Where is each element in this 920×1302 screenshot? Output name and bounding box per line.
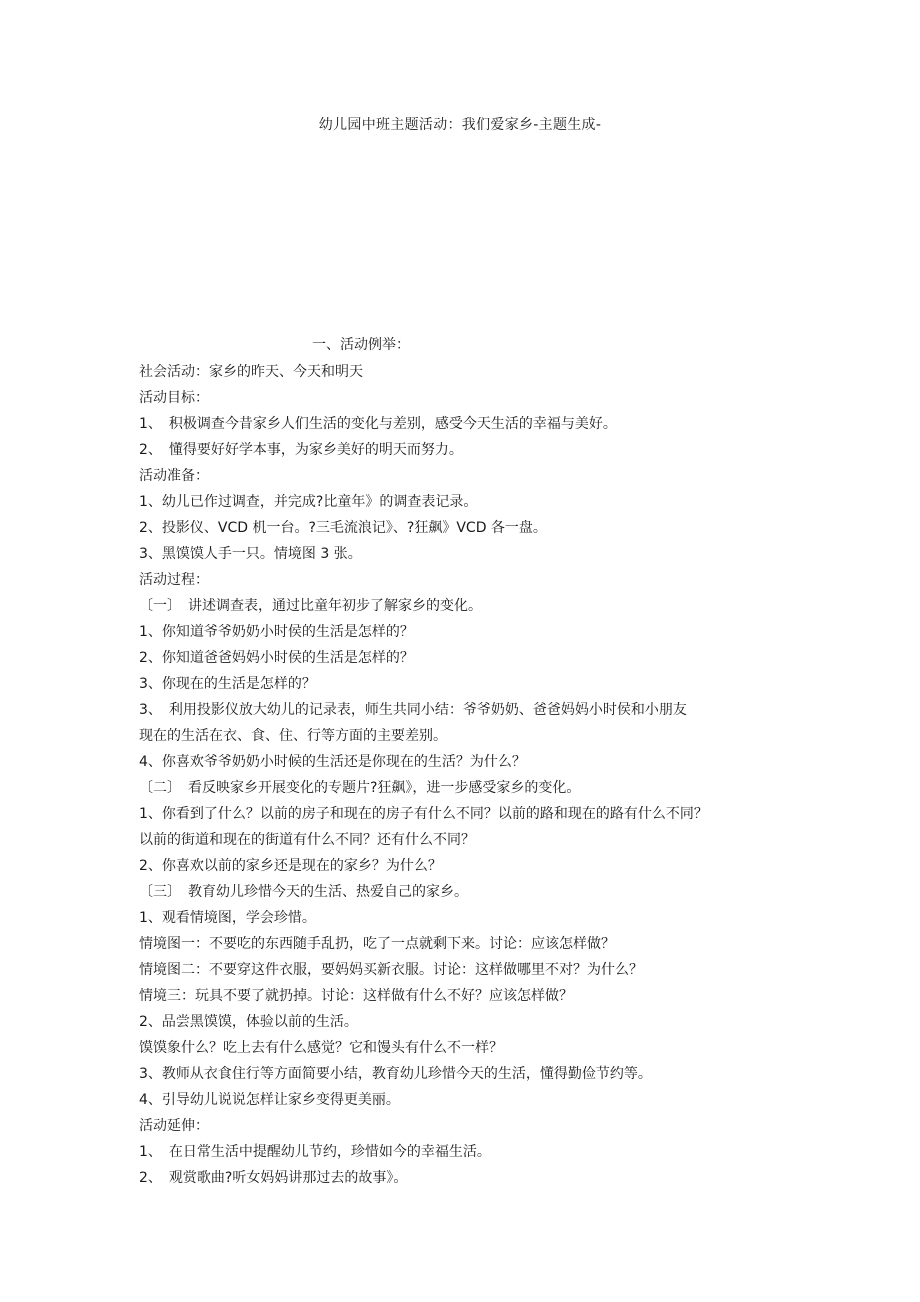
process-item: 3、教师从衣食住行等方面简要小结，教育幼儿珍惜今天的生活，懂得勤俭节约等。 bbox=[139, 1066, 652, 1082]
scenario-item: 情境图二：不要穿这件衣服，要妈妈买新衣服。讨论：这样做哪里不对？为什么？ bbox=[139, 962, 643, 978]
document-body bbox=[139, 359, 799, 1191]
process-item: 3、你现在的生活是怎样的？ bbox=[139, 676, 316, 692]
document-title: 幼儿园中班主题活动：我们爱家乡-主题生成- bbox=[318, 117, 602, 133]
process-item: 1、你知道爷爷奶奶小时侯的生活是怎样的？ bbox=[139, 624, 414, 640]
goal-item: 2、 懂得要好好学本事，为家乡美好的明天而努力。 bbox=[139, 442, 463, 458]
prep-item: 2、投影仪、VCD 机一台。?三毛流浪记》、?狂飙》VCD 各一盘。 bbox=[139, 520, 547, 536]
goal-item: 1、 积极调查今昔家乡人们生活的变化与差别，感受今天生活的幸福与美好。 bbox=[139, 416, 617, 432]
process-item: 4、你喜欢爷爷奶奶小时候的生活还是你现在的生活？为什么？ bbox=[139, 754, 526, 770]
activity-name: 社会活动：家乡的昨天、今天和明天 bbox=[139, 364, 363, 380]
extension-item: 1、 在日常生活中提醒幼儿节约，珍惜如今的幸福生活。 bbox=[139, 1144, 491, 1160]
prep-item: 3、黑馍馍人手一只。情境图 3 张。 bbox=[139, 546, 362, 562]
process-item: 2、你知道爸爸妈妈小时侯的生活是怎样的？ bbox=[139, 650, 414, 666]
goals-heading: 活动目标： bbox=[139, 390, 209, 406]
prep-item: 1、幼儿已作过调查，并完成?比童年》的调查表记录。 bbox=[139, 494, 478, 510]
process-item: 3、 利用投影仪放大幼儿的记录表，师生共同小结：爷爷奶奶、爸爸妈妈小时侯和小朋友 bbox=[139, 702, 687, 718]
process-item: 1、观看情境图，学会珍惜。 bbox=[139, 910, 316, 926]
process-step: 〔三〕 教育幼儿珍惜今天的生活、热爱自己的家乡。 bbox=[139, 884, 468, 900]
process-item-continued: 以前的街道和现在的街道有什么不同？还有什么不同？ bbox=[139, 832, 475, 848]
scenario-item: 情境图一：不要吃的东西随手乱扔，吃了一点就剩下来。讨论：应该怎样做？ bbox=[139, 936, 615, 952]
process-item: 4、引导幼儿说说怎样让家乡变得更美丽。 bbox=[139, 1092, 400, 1108]
process-item: 馍馍象什么？吃上去有什么感觉？它和馒头有什么不一样？ bbox=[139, 1040, 503, 1056]
process-item-continued: 现在的生活在衣、食、住、行等方面的主要差别。 bbox=[139, 728, 447, 744]
process-item: 2、品尝黑馍馍，体验以前的生活。 bbox=[139, 1014, 358, 1030]
prep-heading: 活动准备： bbox=[139, 468, 209, 484]
section-heading: 一、活动例举： bbox=[312, 337, 410, 353]
process-item: 1、你看到了什么？以前的房子和现在的房子有什么不同？以前的路和现在的路有什么不同？ bbox=[139, 806, 708, 822]
process-heading: 活动过程： bbox=[139, 572, 209, 588]
extension-item: 2、 观赏歌曲?听女妈妈讲那过去的故事》。 bbox=[139, 1170, 408, 1186]
scenario-item: 情境三：玩具不要了就扔掉。讨论：这样做有什么不好？应该怎样做？ bbox=[139, 988, 573, 1004]
process-item: 2、你喜欢以前的家乡还是现在的家乡？为什么？ bbox=[139, 858, 442, 874]
extension-heading: 活动延伸： bbox=[139, 1118, 209, 1134]
process-step: 〔二〕 看反映家乡开展变化的专题片?狂飙》，进一步感受家乡的变化。 bbox=[139, 780, 581, 796]
process-step: 〔一〕 讲述调查表，通过比童年初步了解家乡的变化。 bbox=[139, 598, 482, 614]
